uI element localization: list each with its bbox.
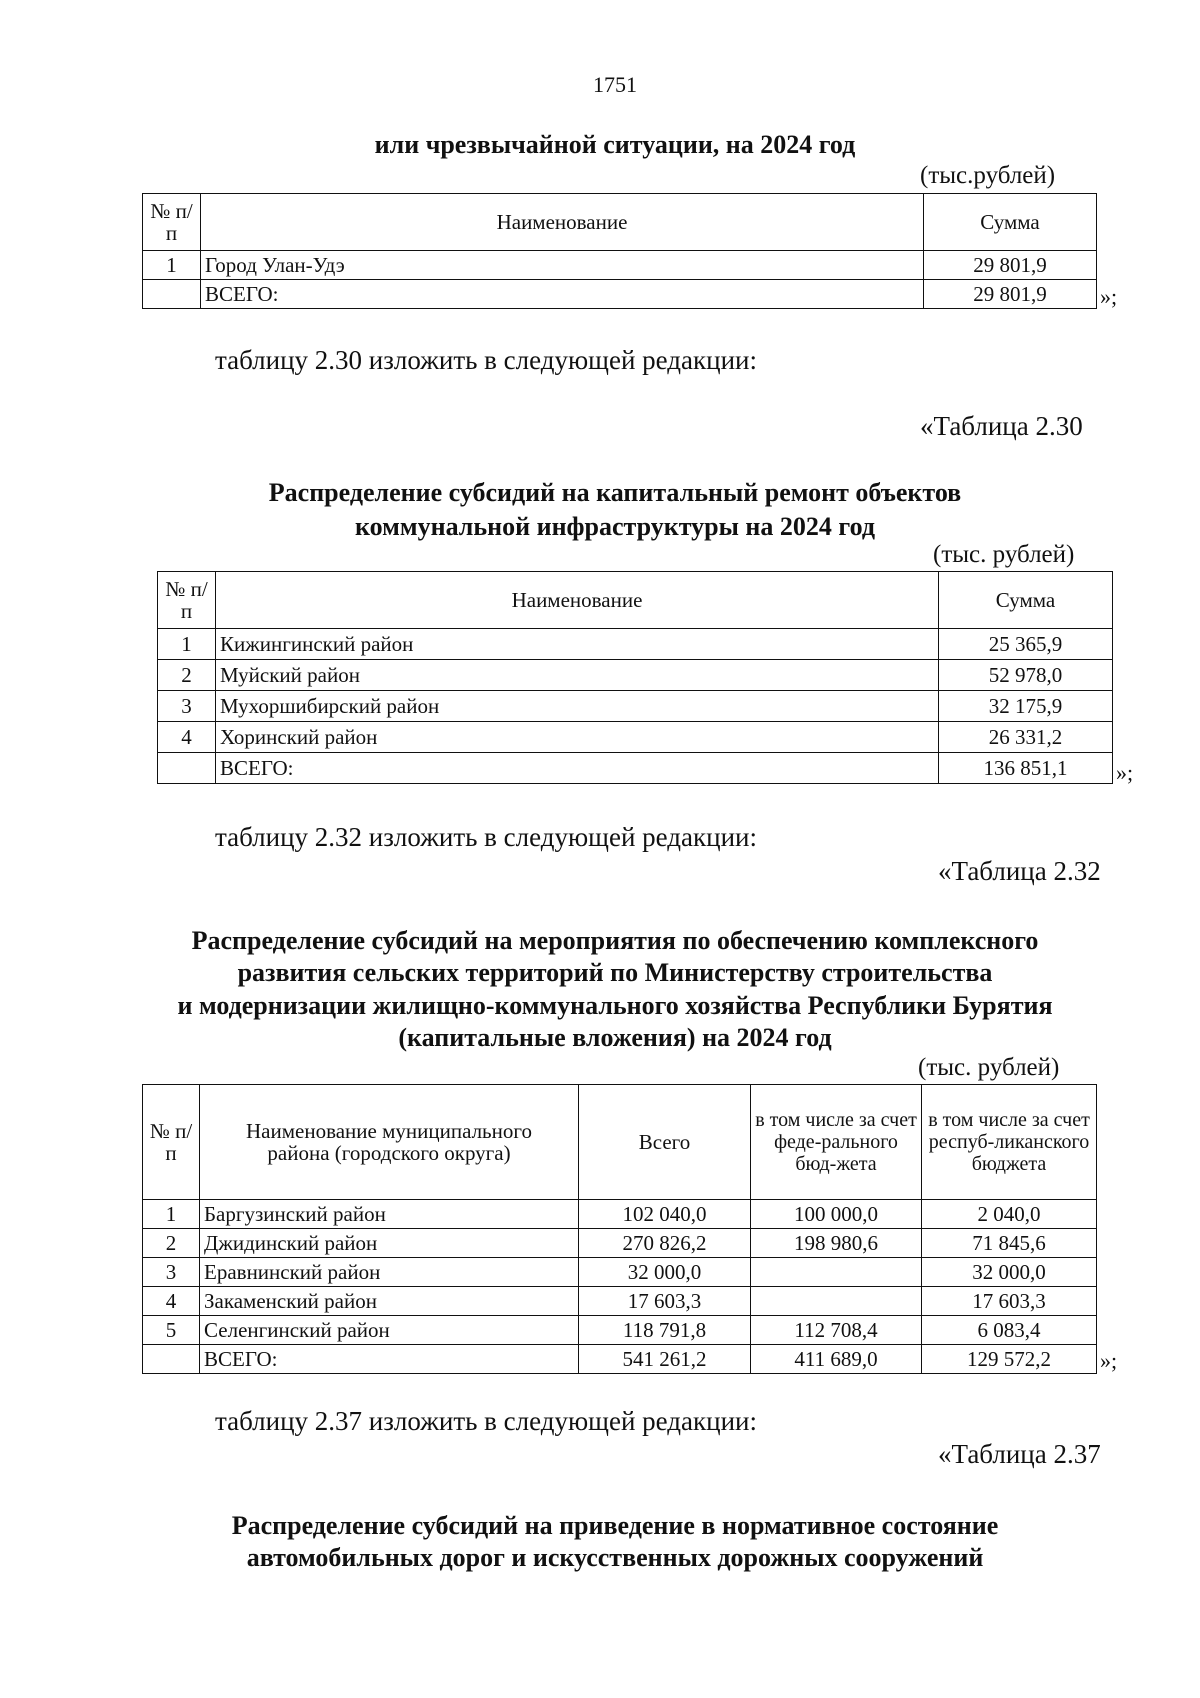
row-num: 2 [158,660,216,691]
row-federal [751,1258,922,1287]
header-total: Всего [579,1085,751,1200]
instruction-table-2-30: таблицу 2.30 изложить в следующей редакции: [215,345,757,375]
section3-unit: (тыс. рублей) [918,1054,1060,1081]
header-num: № п/п [143,1085,200,1200]
total-num-empty [158,753,216,784]
total-label: ВСЕГО: [201,280,924,309]
row-name: Хоринский район [216,722,939,753]
row-sum: 25 365,9 [939,629,1113,660]
header-name: Наименование [201,194,924,251]
row-num: 5 [143,1316,200,1345]
instruction-table-2-32: таблицу 2.32 изложить в следующей редакции: [215,822,757,852]
section2-closing: »; [1116,760,1134,785]
section3-heading-line1: Распределение субсидий на мероприятия по обеспечению комплексного [191,926,1039,955]
header-federal: в том числе за счет феде-рального бюд-жета [751,1085,922,1200]
section4-heading-line1: Распределение субсидий на приведение в нормативное состояние [231,1511,999,1540]
row-sum: 32 175,9 [939,691,1113,722]
row-name: Баргузинский район [200,1200,579,1229]
row-federal: 198 980,6 [751,1229,922,1258]
row-republic: 17 603,3 [922,1287,1097,1316]
table-row [158,722,1113,753]
header-num: № п/п [158,572,216,629]
total-row [143,1345,1097,1374]
section3-heading-line2: развития сельских территорий по Министерству строительства [237,958,993,987]
row-num: 3 [158,691,216,722]
table-row [158,660,1113,691]
header-sum: Сумма [924,194,1097,251]
row-num: 4 [143,1287,200,1316]
row-num: 1 [143,1200,200,1229]
row-total: 118 791,8 [579,1316,751,1345]
section2-table [157,571,1113,784]
section3-heading-line4: (капитальные вложения) на 2024 год [398,1023,832,1052]
section2-caption: «Таблица 2.30 [920,411,1083,441]
total-label: ВСЕГО: [200,1345,579,1374]
total-row [143,280,1097,309]
total-num-empty [143,1345,200,1374]
row-sum: 52 978,0 [939,660,1113,691]
table-row [143,1316,1097,1345]
section3-caption: «Таблица 2.32 [938,856,1101,886]
header-sum: Сумма [939,572,1113,629]
row-republic: 71 845,6 [922,1229,1097,1258]
table-row [158,691,1113,722]
row-total: 17 603,3 [579,1287,751,1316]
row-federal: 100 000,0 [751,1200,922,1229]
row-total: 102 040,0 [579,1200,751,1229]
header-name: Наименование [216,572,939,629]
total-federal: 411 689,0 [751,1345,922,1374]
row-num: 4 [158,722,216,753]
instruction-table-2-37: таблицу 2.37 изложить в следующей редакции: [215,1406,757,1436]
row-num: 2 [143,1229,200,1258]
row-name: Кижингинский район [216,629,939,660]
table-row [143,1258,1097,1287]
row-federal [751,1287,922,1316]
section4-heading-line2: автомобильных дорог и искусственных дорожных сооружений [246,1543,984,1572]
section2-unit: (тыс. рублей) [933,541,1075,568]
total-num-empty [143,280,201,309]
total-row [158,753,1113,784]
section2-heading-line2: коммунальной инфраструктуры на 2024 год [355,512,875,541]
row-sum: 26 331,2 [939,722,1113,753]
row-num: 3 [143,1258,200,1287]
section2-heading-line1: Распределение субсидий на капитальный ремонт объектов [268,478,962,507]
row-name: Джидинский район [200,1229,579,1258]
row-name: Муйский район [216,660,939,691]
row-name: Еравнинский район [200,1258,579,1287]
table-row [143,1200,1097,1229]
row-republic: 6 083,4 [922,1316,1097,1345]
row-republic: 32 000,0 [922,1258,1097,1287]
total-sum: 136 851,1 [939,753,1113,784]
row-num: 1 [143,251,201,280]
total-sum: 29 801,9 [924,280,1097,309]
row-num: 1 [158,629,216,660]
header-num: № п/п [143,194,201,251]
section1-table [142,193,1097,309]
row-total: 32 000,0 [579,1258,751,1287]
section1-heading: или чрезвычайной ситуации, на 2024 год [374,130,856,159]
section1-unit: (тыс.рублей) [920,162,1056,189]
section3-heading-line3: и модернизации жилищно-коммунального хозяйства Республики Бурятия [177,991,1053,1020]
row-total: 270 826,2 [579,1229,751,1258]
page-number: 1751 [593,72,637,97]
section3-closing: »; [1100,1348,1118,1373]
total-republic: 129 572,2 [922,1345,1097,1374]
row-name: Селенгинский район [200,1316,579,1345]
section4-caption: «Таблица 2.37 [938,1439,1101,1469]
row-name: Мухоршибирский район [216,691,939,722]
header-name: Наименование муниципального района (городского округа) [200,1085,579,1200]
section3-table [142,1084,1097,1374]
section1-closing: »; [1100,284,1118,309]
table-row [143,1287,1097,1316]
table-row [143,251,1097,280]
row-name: Город Улан-Удэ [201,251,924,280]
row-name: Закаменский район [200,1287,579,1316]
total-label: ВСЕГО: [216,753,939,784]
header-republic: в том числе за счет респуб-ликанского бюджета [922,1085,1097,1200]
table-row [143,1229,1097,1258]
table-header-row [143,194,1097,251]
table-row [158,629,1113,660]
row-sum: 29 801,9 [924,251,1097,280]
total-total: 541 261,2 [579,1345,751,1374]
row-republic: 2 040,0 [922,1200,1097,1229]
table-header-row [158,572,1113,629]
table-header-row [143,1085,1097,1200]
row-federal: 112 708,4 [751,1316,922,1345]
